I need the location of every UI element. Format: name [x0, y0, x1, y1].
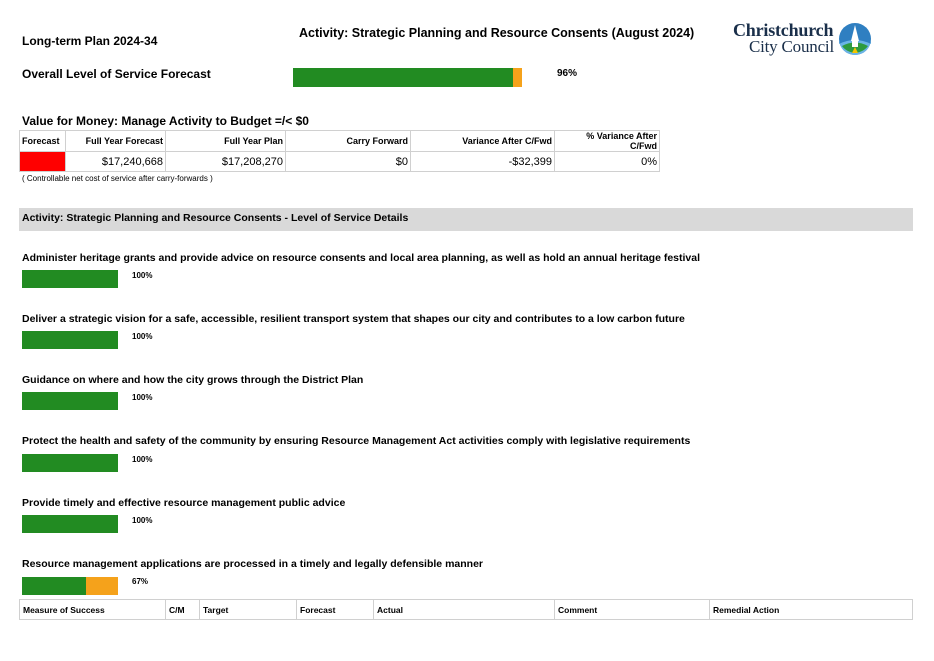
los-item-progress-bar [22, 454, 118, 472]
los-item-percent: 67% [132, 577, 149, 586]
col-full-year-forecast: Full Year Forecast [66, 131, 166, 152]
los-bar-green [22, 515, 118, 533]
council-logo [733, 22, 873, 58]
logo-text-line1: Christchurch [733, 20, 834, 40]
col-pct-variance: % Variance After C/Fwd [555, 131, 660, 152]
value-for-money-title: Value for Money: Manage Activity to Budget =/< $0 [22, 114, 309, 128]
col-variance: Variance After C/Fwd [411, 131, 555, 152]
los-item-title: Guidance on where and how the city grows through the District Plan [22, 374, 364, 386]
col-comment: Comment [555, 600, 710, 620]
los-bar-green [22, 331, 118, 349]
col-remedial-action: Remedial Action [710, 600, 913, 620]
los-item-percent: 100% [132, 516, 153, 525]
activity-title: Activity: Strategic Planning and Resource Consents (August 2024) [299, 26, 695, 40]
overall-progress-bar [293, 68, 522, 87]
overall-percent: 96% [557, 68, 578, 79]
col-measure-of-success: Measure of Success [20, 600, 166, 620]
plan-title: Long-term Plan 2024-34 [22, 34, 158, 48]
los-item-title: Resource management applications are processed in a timely and legally defensible manner [22, 558, 483, 570]
variance-value: -$32,399 [411, 152, 555, 172]
los-item-progress-bar [22, 515, 118, 533]
los-item-progress-bar [22, 392, 118, 410]
full-year-forecast-value: $17,240,668 [66, 152, 166, 172]
overall-label: Overall Level of Service Forecast [22, 67, 211, 81]
budget-table [19, 130, 660, 172]
level-of-service-section-header [19, 208, 913, 231]
col-cm: C/M [166, 600, 200, 620]
los-bar-green [22, 270, 118, 288]
col-forecast: Forecast [297, 600, 374, 620]
los-bar-green [22, 577, 86, 595]
logo-text-line2: City Council [749, 37, 834, 56]
col-carry-forward: Carry Forward [286, 131, 411, 152]
los-item-percent: 100% [132, 455, 153, 464]
budget-note: ( Controllable net cost of service after carry-forwards ) [22, 174, 213, 183]
overall-bar-green [293, 68, 513, 87]
los-item-title: Deliver a strategic vision for a safe, accessible, resilient transport system that shapes our city and contributes to a low carbon future [22, 313, 685, 325]
col-target: Target [200, 600, 297, 620]
budget-data-row [20, 152, 660, 172]
carry-forward-value: $0 [286, 152, 411, 172]
full-year-plan-value: $17,208,270 [166, 152, 286, 172]
cathedral-icon [838, 22, 872, 56]
los-bar-green [22, 392, 118, 410]
los-item-title: Administer heritage grants and provide advice on resource consents and local area planning, as well as hold an annual heritage festival [22, 252, 701, 264]
los-item-progress-bar [22, 331, 118, 349]
los-bar-green [22, 454, 118, 472]
forecast-status-indicator [20, 152, 66, 172]
los-item-progress-bar [22, 577, 118, 595]
los-item-percent: 100% [132, 332, 153, 341]
los-item-percent: 100% [132, 393, 153, 402]
los-bar-orange [86, 577, 118, 595]
overall-bar-orange [513, 68, 522, 87]
los-item-title: Provide timely and effective resource management public advice [22, 497, 346, 509]
pct-variance-value: 0% [555, 152, 660, 172]
los-item-progress-bar [22, 270, 118, 288]
col-forecast: Forecast [20, 131, 66, 152]
measures-header-row [20, 600, 913, 620]
section-title: Activity: Strategic Planning and Resource Consents - Level of Service Details [22, 212, 409, 224]
col-full-year-plan: Full Year Plan [166, 131, 286, 152]
los-item-percent: 100% [132, 271, 153, 280]
los-item-title: Protect the health and safety of the community by ensuring Resource Management Act activities comply with legislative requirements [22, 435, 691, 447]
budget-header-row [20, 131, 660, 152]
measures-table [19, 599, 913, 620]
col-actual: Actual [374, 600, 555, 620]
